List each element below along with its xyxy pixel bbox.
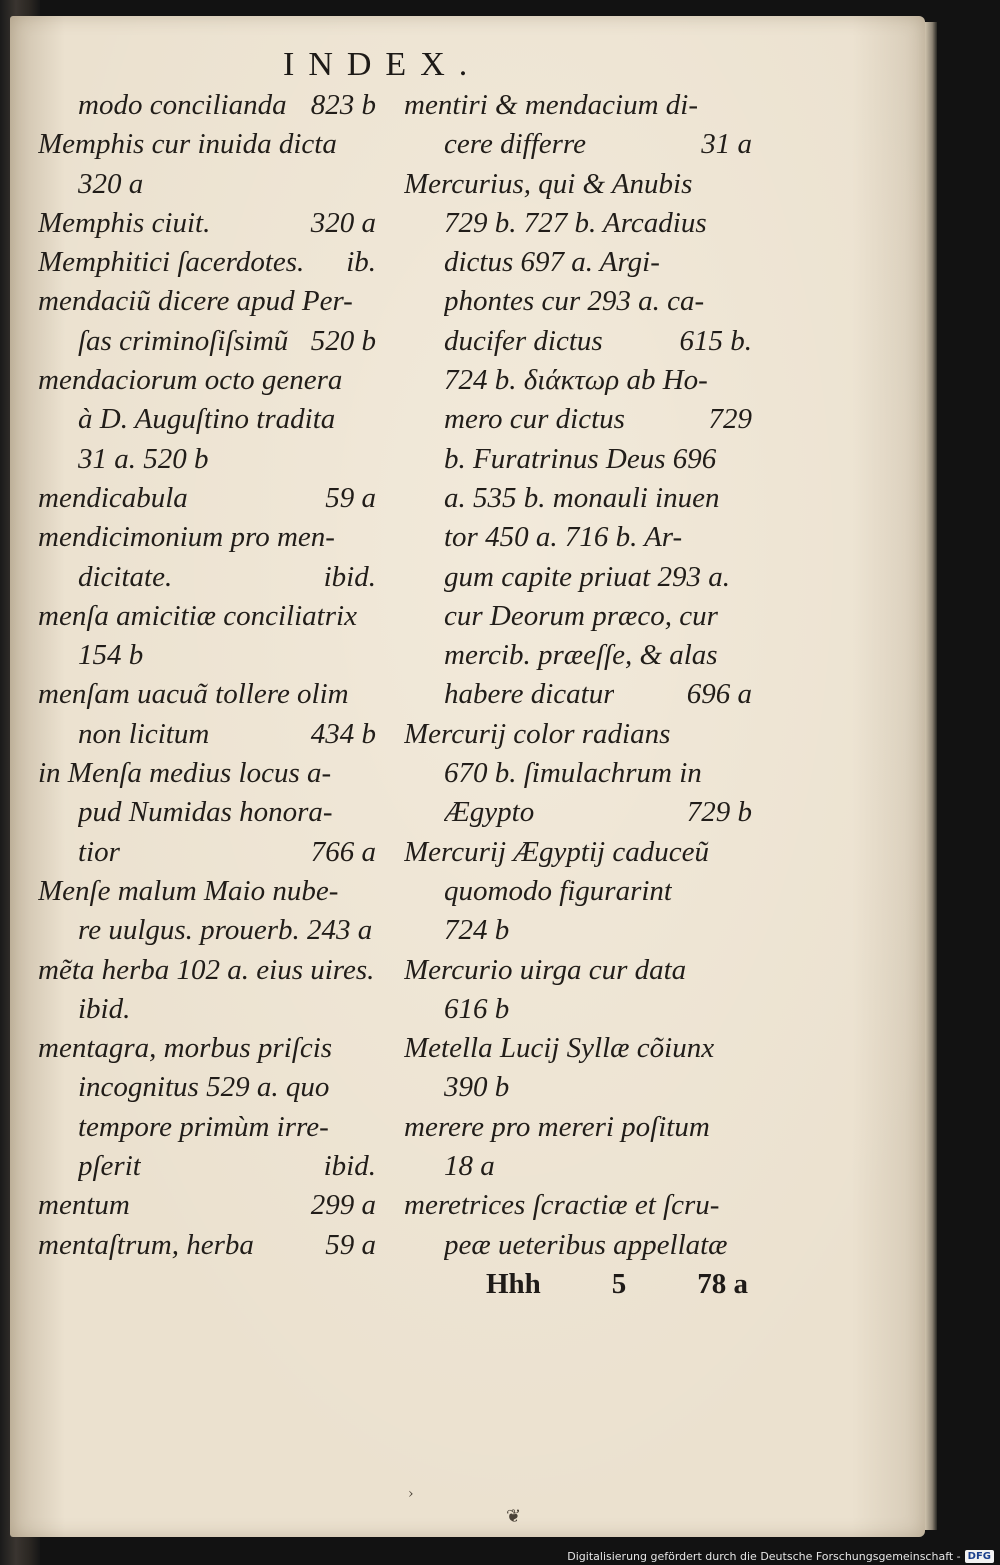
- entry-text: menſam uacuã tollere olim: [38, 678, 349, 711]
- entry-text: mero cur dictus: [444, 403, 625, 436]
- entry-text: Memphis cur inuida dicta: [38, 128, 337, 161]
- catchword: 78 a: [697, 1268, 748, 1300]
- entry-text: 154 b: [78, 639, 144, 672]
- index-entry-line: [38, 361, 376, 400]
- entry-text: b. Furatrinus Deus 696: [444, 442, 717, 475]
- right-index-column: [404, 86, 752, 1265]
- entry-text: Mercurius, qui & Anubis: [404, 167, 693, 200]
- index-entry-line: [38, 911, 376, 950]
- index-entry-line: [38, 440, 376, 479]
- index-entry-line: [404, 754, 752, 793]
- index-entry-line: [38, 636, 376, 675]
- ink-speck: ›: [408, 1486, 414, 1502]
- signature-number: 5: [611, 1268, 627, 1300]
- entry-text: modo concilianda: [78, 89, 287, 121]
- entry-text: Mercurio uirga cur data: [404, 953, 687, 986]
- entry-text: Menſe malum Maio nube-: [38, 874, 339, 907]
- entry-reference: 299 a: [310, 1189, 376, 1222]
- entry-text: Ægypto: [444, 796, 535, 829]
- entry-reference: 59 a: [325, 1228, 376, 1261]
- entry-text: tempore primùm irre-: [78, 1110, 329, 1143]
- entry-reference: 520 b: [310, 324, 376, 357]
- index-entry-line: [404, 86, 752, 125]
- index-entry-line: [38, 1029, 376, 1068]
- index-entry-line: [404, 715, 752, 754]
- entry-text: ibid.: [78, 992, 131, 1025]
- entry-text: 31 a. 520 b: [78, 442, 209, 475]
- index-entry-line: [404, 1029, 752, 1068]
- entry-text: dictus 697 a. Argi-: [444, 246, 660, 279]
- entry-text: pud Numidas honora-: [78, 796, 333, 829]
- index-entry-line: [404, 282, 752, 321]
- entry-text: mentiri & mendacium di-: [404, 89, 698, 121]
- entry-text: phontes cur 293 a. ca-: [444, 285, 705, 318]
- entry-text: menſa amicitiæ conciliatrix: [38, 599, 357, 632]
- index-entry-line: [38, 754, 376, 793]
- index-entry-line: [38, 1147, 376, 1186]
- index-entry-line: [404, 165, 752, 204]
- index-entry-line: [404, 833, 752, 872]
- entry-text: mẽta herba 102 a. eius uires.: [38, 953, 375, 986]
- index-entry-line: [404, 125, 752, 164]
- entry-text: 724 b: [444, 914, 510, 947]
- page-edge: [925, 22, 937, 1530]
- entry-text: à D. Auguſtino tradita: [78, 403, 336, 436]
- entry-text: 320 a: [78, 167, 144, 200]
- index-entry-line: [404, 990, 752, 1029]
- credit-text: Digitalisierung gefördert durch die Deutsche Forschungsgemeinschaft -: [567, 1550, 961, 1563]
- index-entry-line: [38, 715, 376, 754]
- entry-reference: 320 a: [310, 206, 376, 239]
- entry-text: mendicabula: [38, 481, 188, 514]
- index-entry-line: [38, 558, 376, 597]
- index-entry-line: [38, 322, 376, 361]
- entry-text: mendaciũ dicere apud Per-: [38, 285, 353, 318]
- entry-text: cur Deorum præco, cur: [444, 599, 718, 632]
- entry-text: 18 a: [444, 1150, 495, 1183]
- index-entry-line: [38, 86, 376, 125]
- entry-text: Mercurij color radians: [404, 717, 671, 750]
- index-entry-line: [404, 1068, 752, 1107]
- entry-reference: ibid.: [323, 1150, 376, 1183]
- index-entry-line: [404, 1147, 752, 1186]
- index-entry-line: [404, 597, 752, 636]
- entry-text: 616 b: [444, 992, 510, 1025]
- index-entry-line: [38, 125, 376, 164]
- dfg-logo: DFG: [965, 1550, 994, 1563]
- left-index-column: [38, 86, 376, 1265]
- index-entry-line: [38, 675, 376, 714]
- entry-text: mentaſtrum, herba: [38, 1228, 254, 1261]
- entry-text: gum capite priuat 293 a.: [444, 560, 730, 593]
- index-entry-line: [404, 951, 752, 990]
- index-entry-line: [404, 361, 752, 400]
- index-entry-line: [38, 597, 376, 636]
- index-entry-line: [404, 1108, 752, 1147]
- entry-text: Metella Lucij Syllæ cõiunx: [404, 1032, 715, 1065]
- index-entry-line: [38, 400, 376, 439]
- digitization-credit: [0, 1548, 1000, 1565]
- entry-text: peæ ueteribus appellatæ: [444, 1228, 728, 1261]
- entry-text: ducifer dictus: [444, 324, 603, 357]
- entry-text: mendaciorum octo genera: [38, 364, 343, 397]
- index-entry-line: [38, 1186, 376, 1225]
- entry-text: mentagra, morbus priſcis: [38, 1032, 333, 1065]
- entry-text: tior: [78, 835, 120, 868]
- entry-reference: 766 a: [310, 835, 376, 868]
- entry-text: Memphitici ſacerdotes.: [38, 246, 305, 279]
- index-entry-line: [38, 833, 376, 872]
- entry-reference: 823 b: [310, 89, 376, 121]
- index-entry-line: [404, 558, 752, 597]
- index-entry-line: [38, 990, 376, 1029]
- index-entry-line: [38, 204, 376, 243]
- entry-text: habere dicatur: [444, 678, 615, 711]
- entry-reference: 31 a: [701, 128, 752, 161]
- index-entry-line: [404, 872, 752, 911]
- signature-mark: Hhh: [486, 1268, 541, 1300]
- entry-reference: 59 a: [325, 481, 376, 514]
- index-entry-line: [404, 322, 752, 361]
- entry-text: merere pro mereri poſitum: [404, 1110, 710, 1143]
- entry-text: 390 b: [444, 1071, 510, 1104]
- entry-text: dicitate.: [78, 560, 173, 593]
- entry-text: 724 b. διάκτωρ ab Ho-: [444, 364, 708, 397]
- index-entry-line: [404, 1226, 752, 1265]
- entry-text: non licitum: [78, 717, 210, 750]
- page-header: INDEX.: [283, 46, 482, 83]
- index-entry-line: [404, 243, 752, 282]
- index-entry-line: [38, 1108, 376, 1147]
- entry-text: Memphis ciuit.: [38, 206, 211, 239]
- entry-text: pſerit: [78, 1150, 141, 1183]
- index-entry-line: [404, 479, 752, 518]
- entry-reference: ibid.: [323, 560, 376, 593]
- entry-text: 729 b. 727 b. Arcadius: [444, 206, 707, 239]
- entry-text: in Menſa medius locus a-: [38, 757, 332, 790]
- page-footer: [486, 1268, 748, 1301]
- index-entry-line: [38, 951, 376, 990]
- entry-reference: 696 a: [686, 678, 752, 711]
- entry-text: cere differre: [444, 128, 586, 161]
- entry-text: a. 535 b. monauli inuen: [444, 481, 720, 514]
- entry-text: mercib. præeſſe, & alas: [444, 639, 718, 672]
- entry-text: mentum: [38, 1189, 130, 1222]
- entry-reference: 729 b: [686, 796, 752, 829]
- entry-reference: ib.: [346, 246, 376, 279]
- entry-text: mendicimonium pro men-: [38, 521, 335, 554]
- index-entry-line: [38, 793, 376, 832]
- index-entry-line: [38, 165, 376, 204]
- entry-text: incognitus 529 a. quo: [78, 1071, 330, 1104]
- ornament-mark: ❦: [506, 1506, 522, 1527]
- index-entry-line: [38, 282, 376, 321]
- entry-text: tor 450 a. 716 b. Ar-: [444, 521, 683, 554]
- index-entry-line: [38, 1068, 376, 1107]
- index-entry-line: [38, 872, 376, 911]
- index-entry-line: [404, 911, 752, 950]
- entry-reference: 615 b.: [679, 324, 752, 357]
- index-entry-line: [404, 204, 752, 243]
- index-entry-line: [38, 1226, 376, 1265]
- index-entry-line: [38, 518, 376, 557]
- entry-reference: 434 b: [310, 717, 376, 750]
- entry-reference: 729: [708, 403, 752, 436]
- entry-text: meretrices ſcractiæ et ſcru-: [404, 1189, 720, 1222]
- entry-text: re uulgus. prouerb. 243 a: [78, 914, 373, 947]
- entry-text: 670 b. ſimulachrum in: [444, 757, 702, 790]
- entry-text: Mercurij Ægyptij caduceũ: [404, 835, 709, 868]
- index-entry-line: [404, 518, 752, 557]
- index-entry-line: [404, 400, 752, 439]
- index-entry-line: [38, 479, 376, 518]
- entry-text: quomodo figurarint: [444, 874, 672, 907]
- index-entry-line: [404, 636, 752, 675]
- entry-text: ſas criminoſiſsimũ: [78, 324, 289, 357]
- index-entry-line: [38, 243, 376, 282]
- index-entry-line: [404, 793, 752, 832]
- index-entry-line: [404, 1186, 752, 1225]
- index-entry-line: [404, 675, 752, 714]
- index-entry-line: [404, 440, 752, 479]
